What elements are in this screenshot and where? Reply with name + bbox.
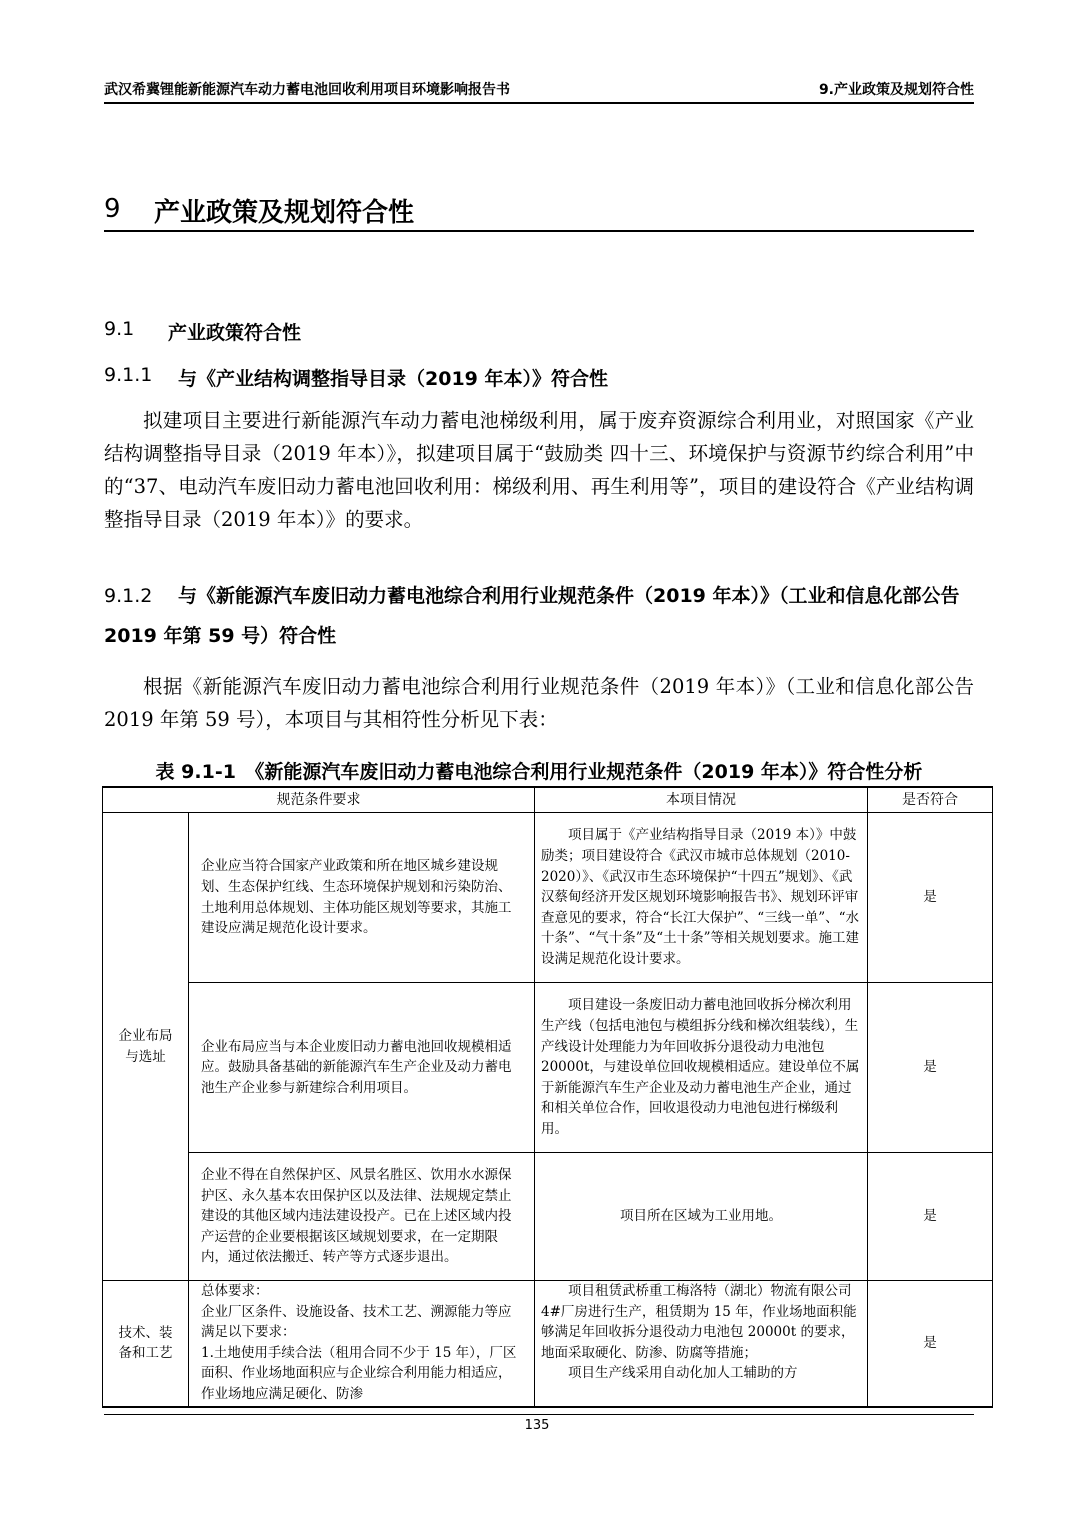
- requirement-text: 企业布局应当与本企业废旧动力蓄电池回收规模相适应。鼓励具备基础的新能源汽车生产企业及动力蓄电池生产企业参与新建综合利用项目。: [201, 1038, 512, 1096]
- compliance-cell: 是: [868, 1153, 993, 1281]
- requirement-text: 企业应当符合国家产业政策和所在地区城乡建设规划、生态保护红线、生态环境保护规划和污染防治、土地利用总体规划、主体功能区规划等要求，其施工建设应满足规范化设计要求。: [201, 858, 512, 937]
- chapter-number: 9: [104, 194, 121, 224]
- column-header-compliance: 是否符合: [868, 787, 993, 813]
- page-number: 135: [524, 1418, 550, 1433]
- section-number: 9.1.1: [104, 364, 153, 386]
- requirement-cell: [189, 813, 535, 983]
- header-chapter-title: 9.产业政策及规划符合性: [818, 82, 974, 98]
- compliance-cell: 是: [868, 1281, 993, 1407]
- requirement-line: 企业厂区条件、设施设备、技术工艺、溯源能力等应满足以下要求：: [201, 1303, 512, 1341]
- situation-text: 项目属于《产业结构指导目录（2019 本）》中鼓励类；项目建设符合《武汉市城市总体规划（2010-2020）》、《武汉市生态环境保护“十四五”规划》、《武汉蔡甸经济开发区规划环境影响报告书》、规划环评审查意见的要求，符合“长江大保护”、“三线一单”、“水十条”、“气十条”及“土十条”等相关规划要求。施工建设满足规范化设计要求。: [541, 827, 860, 967]
- compliance-cell: 是: [868, 983, 993, 1153]
- chapter-title: 产业政策及规划符合性: [154, 198, 415, 228]
- footer-rule: [104, 1414, 974, 1415]
- situation-cell: [535, 983, 868, 1153]
- section-number: 9.1.2: [104, 585, 153, 607]
- section-title: 与《产业结构调整指导目录（2019 年本）》符合性: [178, 368, 608, 390]
- table-caption: 表 9.1-1 《新能源汽车废旧动力蓄电池综合利用行业规范条件（2019 年本）》符合性分析: [155, 761, 923, 783]
- requirement-text: 企业不得在自然保护区、风景名胜区、饮用水水源保护区、永久基本农田保护区以及法律、法规规定禁止建设的其他区域内违法建设投产。已在上述区域内投产运营的企业要根据该区域规划要求，在一定期限内，通过依法搬迁、转产等方式逐步退出。: [201, 1167, 512, 1266]
- header-document-title: 武汉希冀锂能新能源汽车动力蓄电池回收利用项目环境影响报告书: [104, 82, 510, 98]
- situation-cell: [535, 1153, 868, 1281]
- compliance-cell: 是: [868, 813, 993, 983]
- paragraph-9-1-2: 根据《新能源汽车废旧动力蓄电池综合利用行业规范条件（2019 年本）》（工业和信息化部公告 2019 年第 59 号），本项目与其相符性分析见下表：: [104, 675, 974, 731]
- table-row: [103, 1281, 993, 1407]
- requirement-line: 1.土地使用手续合法（租用合同不少于 15 年），厂区面积、作业场地面积应与企业综合利用能力相适应，作业场地应满足硬化、防渗: [201, 1344, 517, 1402]
- table-row: [103, 1153, 993, 1281]
- table-header-row: [103, 787, 993, 813]
- chapter-heading: [104, 188, 974, 232]
- category-cell: [103, 1281, 189, 1407]
- column-header-situation: 本项目情况: [535, 787, 868, 813]
- category-cell: [103, 813, 189, 1281]
- situation-text: 项目所在区域为工业用地。: [620, 1208, 782, 1225]
- situation-line: 项目生产线采用自动化加人工辅助的方: [568, 1365, 798, 1382]
- requirement-cell: [189, 1153, 535, 1281]
- situation-cell: [535, 813, 868, 983]
- requirement-cell: [189, 1281, 535, 1407]
- situation-cell: [535, 1281, 868, 1407]
- table-row: [103, 813, 993, 983]
- table-row: [103, 983, 993, 1153]
- compliance-table: [102, 786, 993, 1408]
- section-title: 与《新能源汽车废旧动力蓄电池综合利用行业规范条件（2019 年本）》（工业和信息化部公告 2019 年第 59 号）符合性: [104, 585, 960, 647]
- category-label: 技术、装备和工艺: [118, 1324, 173, 1362]
- column-header-requirement: 规范条件要求: [103, 787, 535, 813]
- category-label: 企业布局与选址: [118, 1027, 173, 1065]
- situation-text: 项目建设一条废旧动力蓄电池回收拆分梯次利用生产线（包括电池包与模组拆分线和梯次组装线），生产线设计处理能力为年回收拆分退役动力电池包 20000t，与建设单位回收规模相适应。建设单位不属于新能源汽车生产企业及动力蓄电池生产企业，通过和相关单位合作，回收退役动力电池包进行梯级利用。: [541, 997, 860, 1137]
- section-title: 产业政策符合性: [168, 322, 302, 344]
- situation-line: 项目租赁武桥重工梅洛特（湖北）物流有限公司 4#厂房进行生产，租赁期为 15 年，作业场地面积能够满足年回收拆分退役动力电池包 20000t 的要求，地面采取硬化、防渗、防腐等措施；: [541, 1283, 857, 1361]
- running-header: [104, 76, 974, 104]
- section-number: 9.1: [104, 318, 135, 340]
- paragraph-9-1-1: 拟建项目主要进行新能源汽车动力蓄电池梯级利用，属于废弃资源综合利用业，对照国家《产业结构调整指导目录（2019 年本）》，拟建项目属于“鼓励类 四十三、环境保护与资源节约综合利用”中的“37、电动汽车废旧动力蓄电池回收利用：梯级利用、再生利用等”，项目的建设符合《产业结构调整指导目录（2019 年本）》的要求。: [104, 409, 974, 531]
- section-heading-9-1-2: [104, 576, 974, 656]
- requirement-cell: [189, 983, 535, 1153]
- requirement-line: 总体要求：: [201, 1283, 269, 1299]
